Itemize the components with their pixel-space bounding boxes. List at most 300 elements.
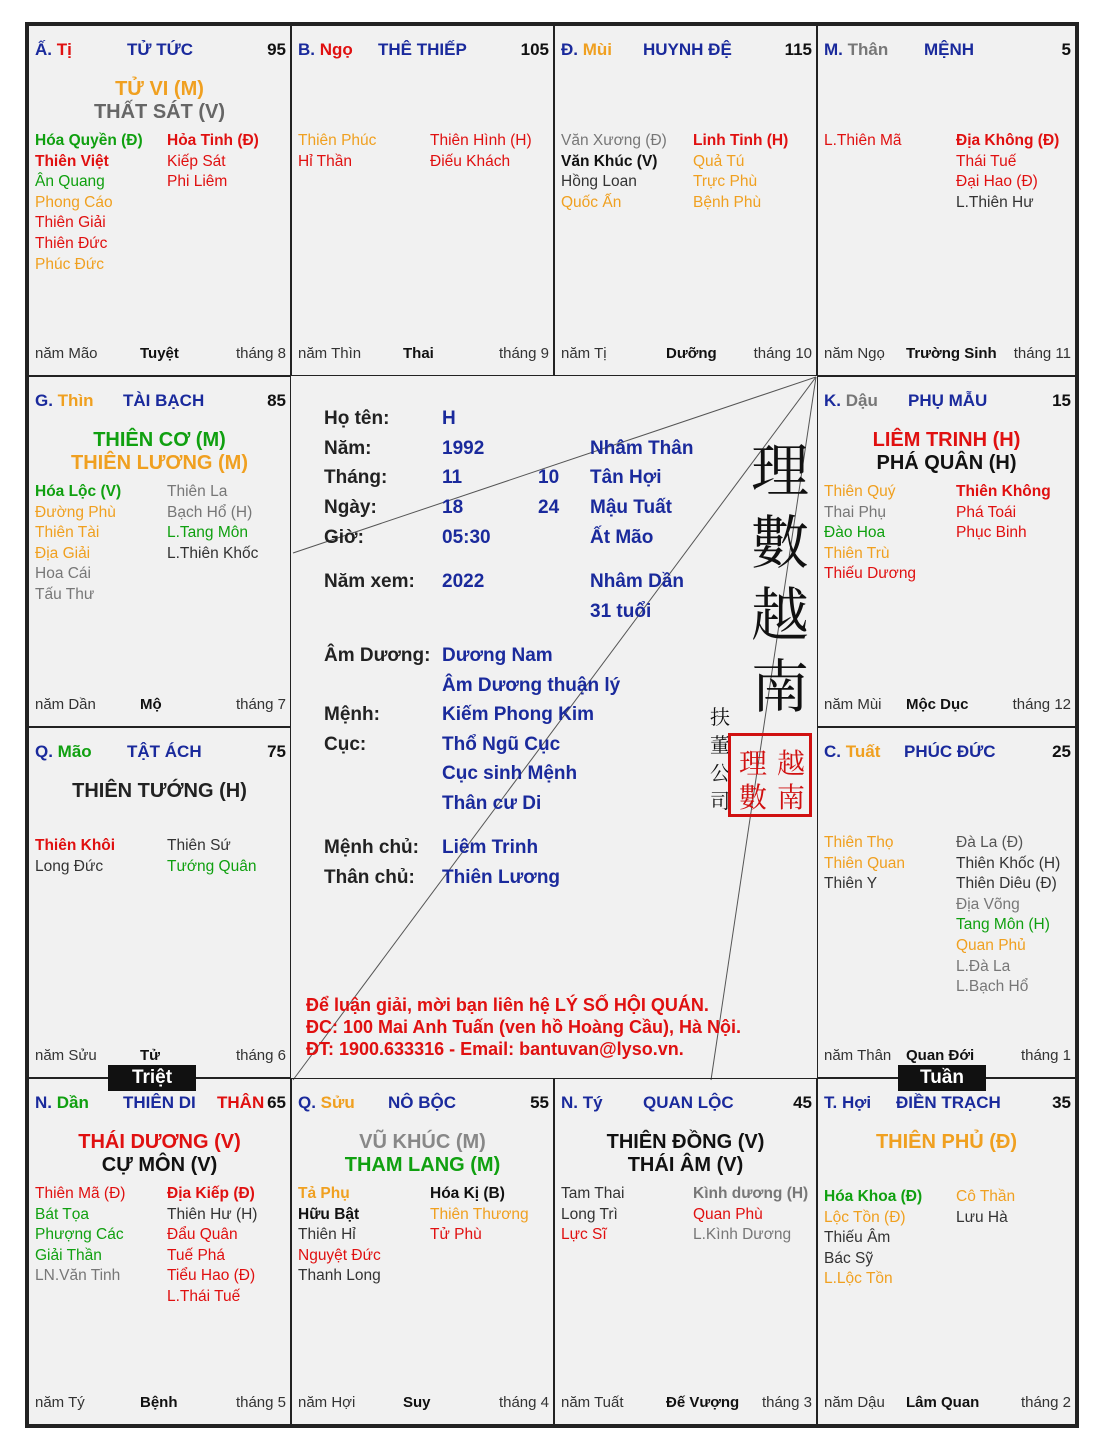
palace-header [35,1093,286,1115]
main-star: THÁI ÂM (V) [627,1154,744,1176]
palace-letter: N. [35,1093,57,1112]
minor-star: Long Trì [561,1205,618,1223]
minor-star: Đường Phù [35,503,116,521]
minor-star: Hóa Kị (B) [430,1185,505,1202]
info-cuc-value2: Cục sinh Mệnh [442,763,578,784]
signature-char: 董 [710,733,730,757]
palace-age: 105 [520,40,549,59]
palace-letter: T. [824,1093,842,1112]
footer-year: năm Sửu [35,1047,97,1064]
minor-star: Tuế Phá [167,1246,226,1264]
footer-month: tháng 2 [1020,1394,1071,1411]
minor-star: Thiên Trù [824,544,890,562]
palace-header [298,40,549,62]
main-star: TỬ VI (M) [115,78,204,100]
main-star: PHÁ QUÂN (H) [876,452,1017,474]
palace-name: ĐIỀN TRẠCH [896,1093,1001,1112]
minor-star: Cô Thần [956,1188,1016,1205]
minor-stars-left [35,131,143,275]
main-star: THAM LANG (M) [344,1154,501,1176]
minor-stars-left [824,1187,922,1290]
minor-star: Giải Thần [35,1246,102,1264]
palace-letter: C. [824,742,846,761]
main-star: THIÊN CƠ (M) [93,429,226,451]
main-star: THIÊN LƯƠNG (M) [71,452,248,474]
palace-label [35,40,72,60]
palace-dan [28,1078,291,1425]
palace-footer [35,1047,286,1067]
palace-name: MỆNH [924,40,975,59]
minor-star: L.Đà La [956,957,1011,975]
palace-footer [824,1394,1071,1414]
palace-branch: Tị [56,40,72,59]
footer-month: tháng 11 [1013,345,1071,362]
info-menh-label: Mệnh: [324,704,380,725]
minor-star: Thiên Hư (H) [167,1205,258,1223]
info-gio-label: Giờ: [324,527,364,548]
info-hoten-value: H [442,408,456,429]
palace-letter: Q. [35,742,58,761]
minor-star: Hóa Quyền (Đ) [35,132,143,149]
info-ngay-amlich: 24 [538,497,560,518]
than-marker: THÂN [217,1093,265,1112]
minor-star: Tử Phù [430,1226,482,1244]
minor-star: Nguyệt Đức [298,1246,381,1264]
minor-star: Bát Tọa [35,1205,90,1223]
main-star: THẤT SÁT (V) [93,101,226,123]
info-menhchu-label: Mệnh chủ: [324,837,419,858]
info-hoten-label: Họ tên: [324,408,390,429]
minor-star: Thiên Mã (Đ) [35,1185,126,1202]
palace-name: THIÊN DI [123,1093,196,1112]
minor-star: Địa Kiếp (Đ) [167,1185,255,1202]
main-stars [29,1131,290,1177]
palace-letter: Q. [298,1093,321,1112]
minor-star: Thiên Thọ [824,834,894,851]
main-star: THIÊN ĐỒNG (V) [606,1131,765,1153]
minor-star: Đại Hao (Đ) [956,173,1038,191]
palace-name: TÀI BẠCH [123,391,205,410]
palace-tuat [817,727,1076,1078]
footer-month: tháng 6 [235,1047,286,1064]
minor-star: Văn Xương (Đ) [561,132,667,149]
minor-star: Thiên Y [824,875,878,893]
minor-star: Thai Phụ [824,503,887,521]
palace-than-top [817,25,1076,376]
info-thang-label: Tháng: [324,467,388,488]
info-nam-canchi: Nhâm Thân [590,438,694,459]
main-star: LIÊM TRINH (H) [872,429,1021,451]
minor-star: L.Kình Dương [693,1226,792,1244]
minor-stars-right [956,1187,1015,1228]
main-stars [29,780,290,803]
info-namxem-canchi: Nhâm Dần [590,571,684,592]
palace-name: HUYNH ĐỆ [643,40,732,59]
minor-star: L.Thái Tuế [167,1287,241,1305]
palace-age: 5 [1061,40,1071,59]
minor-star: Trực Phù [693,173,758,191]
palace-mao [28,727,291,1078]
footer-year: năm Thìn [298,345,362,362]
minor-stars-right [167,131,259,193]
palace-header [824,40,1071,62]
palace-header [35,391,286,413]
stamp-char: 南 [777,781,806,814]
palace-label [561,1093,603,1113]
footer-month: tháng 10 [753,345,812,362]
footer-stage: Dưỡng [666,345,717,362]
minor-star: LN.Văn Tinh [35,1267,121,1285]
palace-label [824,391,878,411]
minor-stars-right [167,1184,257,1308]
minor-stars-right [430,131,532,172]
palace-label [35,742,92,762]
main-stars [555,1131,816,1177]
minor-star: Phá Toái [956,503,1017,521]
info-thang-canchi: Tân Hợi [590,467,662,488]
main-stars [818,429,1075,475]
footer-year: năm Ngọ [824,345,885,362]
minor-stars-right [430,1184,529,1246]
footer-month: tháng 9 [498,345,549,362]
calligraphy-char: 數 [750,509,809,577]
minor-star: Thiên Thương [430,1205,529,1223]
palace-letter: G. [35,391,58,410]
palace-age: 25 [1052,742,1071,761]
footer-year: năm Tị [561,345,607,362]
palace-header [298,1093,549,1115]
minor-star: Ân Quang [35,173,105,191]
footer-stage: Tuyệt [140,345,179,362]
info-cuc-label: Cục: [324,734,367,755]
minor-star: Thiếu Âm [824,1229,891,1247]
info-namxem-value: 2022 [442,571,485,592]
palace-label [298,1093,355,1113]
minor-star: Đà La (Đ) [956,834,1024,851]
footer-stage: Thai [403,345,434,362]
contact-line-2: ĐC: 100 Mai Anh Tuấn (ven hồ Hoàng Cầu), Hà Nội. [306,1017,742,1037]
palace-footer [298,1394,549,1414]
palace-name: NÔ BỘC [388,1093,456,1112]
calligraphy-char: 南 [750,653,809,721]
minor-star: Thiên Quan [824,854,905,872]
minor-star: Kiếp Sát [167,152,226,170]
footer-month: tháng 8 [235,345,286,362]
main-star: CỰ MÔN (V) [101,1154,218,1176]
palace-dau [817,376,1076,727]
palace-age: 75 [267,742,286,761]
palace-branch: Sửu [320,1093,355,1112]
minor-star: Thiên Hỉ [298,1226,356,1244]
palace-branch: Dần [56,1093,89,1112]
contact-block [306,994,741,1060]
minor-star: Hữu Bật [298,1205,360,1223]
palace-age: 65 [267,1093,286,1112]
main-stars [29,429,290,475]
triet-tag: Triệt [108,1065,196,1091]
minor-star: L.Thiên Khốc [167,544,259,562]
footer-stage: Đế Vượng [666,1394,740,1411]
minor-star: Thiên Không [956,483,1051,500]
minor-star: Bác Sỹ [824,1249,874,1267]
palace-letter: Đ. [561,40,583,59]
palace-name: PHỤ MẪU [908,391,988,410]
info-ngay-canchi: Mậu Tuất [590,497,672,518]
minor-star: Thiên Phúc [298,132,377,149]
minor-star: Hỉ Thần [298,152,352,170]
minor-star: Thiên Diêu (Đ) [956,875,1057,893]
minor-star: Lộc Tồn (Đ) [824,1208,906,1226]
footer-month: tháng 7 [235,696,286,713]
palace-thin [28,376,291,727]
palace-footer [35,696,286,716]
minor-star: Hoa Cái [35,565,91,583]
palace-age: 35 [1052,1093,1071,1112]
contact-line-3: ĐT: 1900.633316 - Email: bantuvan@lyso.vn. [306,1039,684,1059]
minor-star: Phong Cáo [35,193,113,211]
palace-header [561,40,812,62]
minor-stars-left [561,131,667,213]
palace-branch: Mùi [582,40,613,59]
minor-star: Phi Liêm [167,173,228,191]
minor-star: Đào Hoa [824,524,886,542]
footer-stage: Quan Đới [906,1047,975,1064]
footer-year: năm Dần [35,696,96,713]
minor-star: L.Tang Môn [167,524,248,542]
minor-star: Hồng Loan [561,173,637,191]
main-star: THIÊN TƯỚNG (H) [72,780,247,802]
palace-letter: K. [824,391,846,410]
info-nam-value: 1992 [442,438,485,459]
minor-star: Thiên Giải [35,214,106,232]
minor-star: Tiểu Hao (Đ) [167,1267,256,1285]
minor-star: L.Bạch Hổ [956,978,1029,996]
minor-star: Thiên Hình (H) [430,132,532,149]
palace-label [824,742,880,762]
info-menh-value: Kiếm Phong Kim [442,704,595,725]
palace-branch: Thân [847,40,889,59]
footer-month: tháng 12 [1012,696,1071,713]
palace-footer [35,345,286,365]
signature-char: 公 [710,761,730,785]
footer-year: năm Tuất [561,1394,624,1411]
info-thang-value: 11 [442,467,463,488]
palace-age: 55 [530,1093,549,1112]
palace-header [561,1093,812,1115]
footer-stage: Trường Sinh [906,345,997,362]
minor-star: Phúc Đức [35,255,104,273]
minor-stars-left [298,131,376,172]
signature-char: 司 [710,789,730,813]
palace-branch: Dậu [845,391,878,410]
minor-stars-left [298,1184,381,1287]
minor-star: Tả Phụ [298,1185,350,1202]
minor-star: Quốc Ấn [561,193,622,211]
minor-stars-right [693,131,788,213]
info-thang-amlich: 10 [538,467,560,488]
palace-branch: Hợi [841,1093,872,1112]
minor-stars-right [956,833,1060,998]
minor-star: Lực Sĩ [561,1226,607,1244]
footer-stage: Mộc Dục [906,696,969,713]
minor-star: Phượng Các [35,1226,124,1244]
info-ngay-value: 18 [442,497,464,518]
stamp-char: 數 [739,781,768,814]
palace-branch: Mão [57,742,92,761]
footer-year: năm Mão [35,345,98,362]
palace-age: 85 [267,391,286,410]
info-amduong-label: Âm Dương: [324,645,431,666]
footer-stage: Mộ [140,696,162,713]
footer-year: năm Thân [824,1047,892,1064]
palace-footer [298,345,549,365]
palace-label [561,40,612,60]
minor-stars-right [956,131,1059,213]
minor-star: Thiên Việt [35,152,109,170]
palace-header [35,742,286,764]
palace-letter: Ấ. [35,40,57,59]
palace-letter: M. [824,40,848,59]
palace-age: 95 [267,40,286,59]
stamp-char: 理 [739,747,768,780]
info-nam-label: Năm: [324,438,372,459]
footer-stage: Tử [140,1047,161,1064]
info-thanchu-value: Thiên Lương [442,867,561,888]
minor-stars-right [167,482,258,564]
minor-star: Tấu Thư [35,585,95,603]
palace-name: QUAN LỘC [643,1093,734,1112]
palace-header [824,742,1071,764]
minor-stars-right [693,1184,808,1246]
minor-star: Địa Võng [956,895,1020,913]
palace-ty-top [28,25,291,376]
info-thanchu-label: Thân chủ: [324,867,415,888]
info-amduong-value: Dương Nam [442,645,553,666]
palace-name: PHÚC ĐỨC [904,742,996,761]
minor-star: Điếu Khách [430,152,511,170]
minor-star: Tang Môn (H) [956,916,1050,934]
minor-star: Thiên Đức [35,234,108,252]
minor-star: Thiên Khôi [35,837,116,854]
palace-label [35,391,94,411]
minor-star: L.Thiên Hư [956,193,1034,211]
tuan-tag: Tuần [898,1065,986,1091]
palace-ngo [291,25,554,376]
palace-branch: Ngọ [319,40,353,59]
info-ngay-label: Ngày: [324,497,377,518]
palace-age: 115 [784,40,812,59]
palace-header [824,1093,1071,1115]
footer-month: tháng 5 [235,1394,286,1411]
minor-star: Địa Không (Đ) [956,132,1060,149]
palace-footer [824,345,1071,365]
palace-name: TẬT ÁCH [127,742,202,761]
minor-star: Thanh Long [298,1267,381,1285]
contact-line-1: Để luận giải, mời bạn liên hệ LÝ SỐ HỘI QUÁN. [306,995,709,1015]
palace-branch: Tuất [845,742,881,761]
calligraphy-title [740,435,820,723]
palace-footer [561,345,812,365]
minor-stars-right [956,482,1051,544]
info-namxem-label: Năm xem: [324,571,415,592]
main-stars [292,1131,553,1177]
palace-suu [291,1078,554,1425]
footer-year: năm Tý [35,1394,85,1411]
main-star: THIÊN PHỦ (Đ) [875,1131,1018,1153]
stamp-char: 越 [777,747,806,780]
minor-stars-left [824,482,916,585]
footer-year: năm Dậu [824,1394,885,1411]
palace-footer [35,1394,286,1414]
minor-star: Hóa Lộc (V) [35,483,122,500]
footer-year: năm Mùi [824,696,882,713]
palace-branch: Tý [582,1093,603,1112]
info-menhchu-value: Liêm Trinh [442,837,539,858]
tu-vi-chart [25,22,1079,1428]
minor-star: Linh Tinh (H) [693,132,789,149]
info-cuc-value: Thổ Ngũ Cục [442,734,561,755]
minor-star: Đẩu Quân [167,1226,238,1244]
minor-star: Thái Tuế [956,152,1017,170]
minor-star: Tam Thai [561,1185,625,1202]
minor-star: Thiếu Dương [824,565,917,583]
footer-month: tháng 4 [498,1394,549,1411]
minor-star: Quả Tú [693,152,745,170]
footer-stage: Bệnh [140,1394,178,1411]
footer-year: năm Hợi [298,1394,356,1411]
main-star: THÁI DƯƠNG (V) [78,1131,241,1153]
palace-header [824,391,1071,413]
minor-stars-left [561,1184,624,1246]
palace-footer [561,1394,812,1414]
main-stars [818,1131,1075,1154]
minor-star: Quan Phủ [956,936,1026,954]
palace-branch: Thìn [57,391,94,410]
minor-star: Thiên La [167,483,228,500]
palace-footer [824,1047,1071,1067]
minor-stars-left [824,131,902,152]
footer-month: tháng 3 [761,1394,812,1411]
minor-star: Kình dương (H) [693,1185,809,1202]
minor-star: Lưu Hà [956,1208,1008,1226]
minor-star: Thiên Sứ [167,837,231,854]
footer-stage: Lâm Quan [906,1394,980,1411]
signature-char: 扶 [710,705,730,729]
palace-letter: B. [298,40,320,59]
palace-mui [554,25,817,376]
minor-star: Bệnh Phù [693,193,762,211]
minor-star: Phục Binh [956,524,1027,542]
palace-label [824,40,888,60]
info-cuc-value3: Thân cư Di [442,793,542,814]
palace-label [824,1093,871,1113]
palace-name: THÊ THIẾP [378,40,467,59]
minor-star: Hóa Khoa (Đ) [824,1188,923,1205]
minor-star: L.Thiên Mã [824,132,902,149]
minor-star: Thiên Khốc (H) [956,854,1061,872]
minor-star: Bạch Hổ (H) [167,503,253,521]
palace-ty-bot [554,1078,817,1425]
minor-stars-left [35,836,115,877]
palace-letter: N. [561,1093,583,1112]
minor-star: Hỏa Tinh (Đ) [167,132,259,149]
palace-header [35,40,286,62]
palace-footer [824,696,1071,716]
minor-stars-right [167,836,256,877]
main-star: VŨ KHÚC (M) [359,1131,486,1153]
palace-name: TỬ TỨC [127,40,193,59]
minor-stars-left [35,1184,125,1287]
